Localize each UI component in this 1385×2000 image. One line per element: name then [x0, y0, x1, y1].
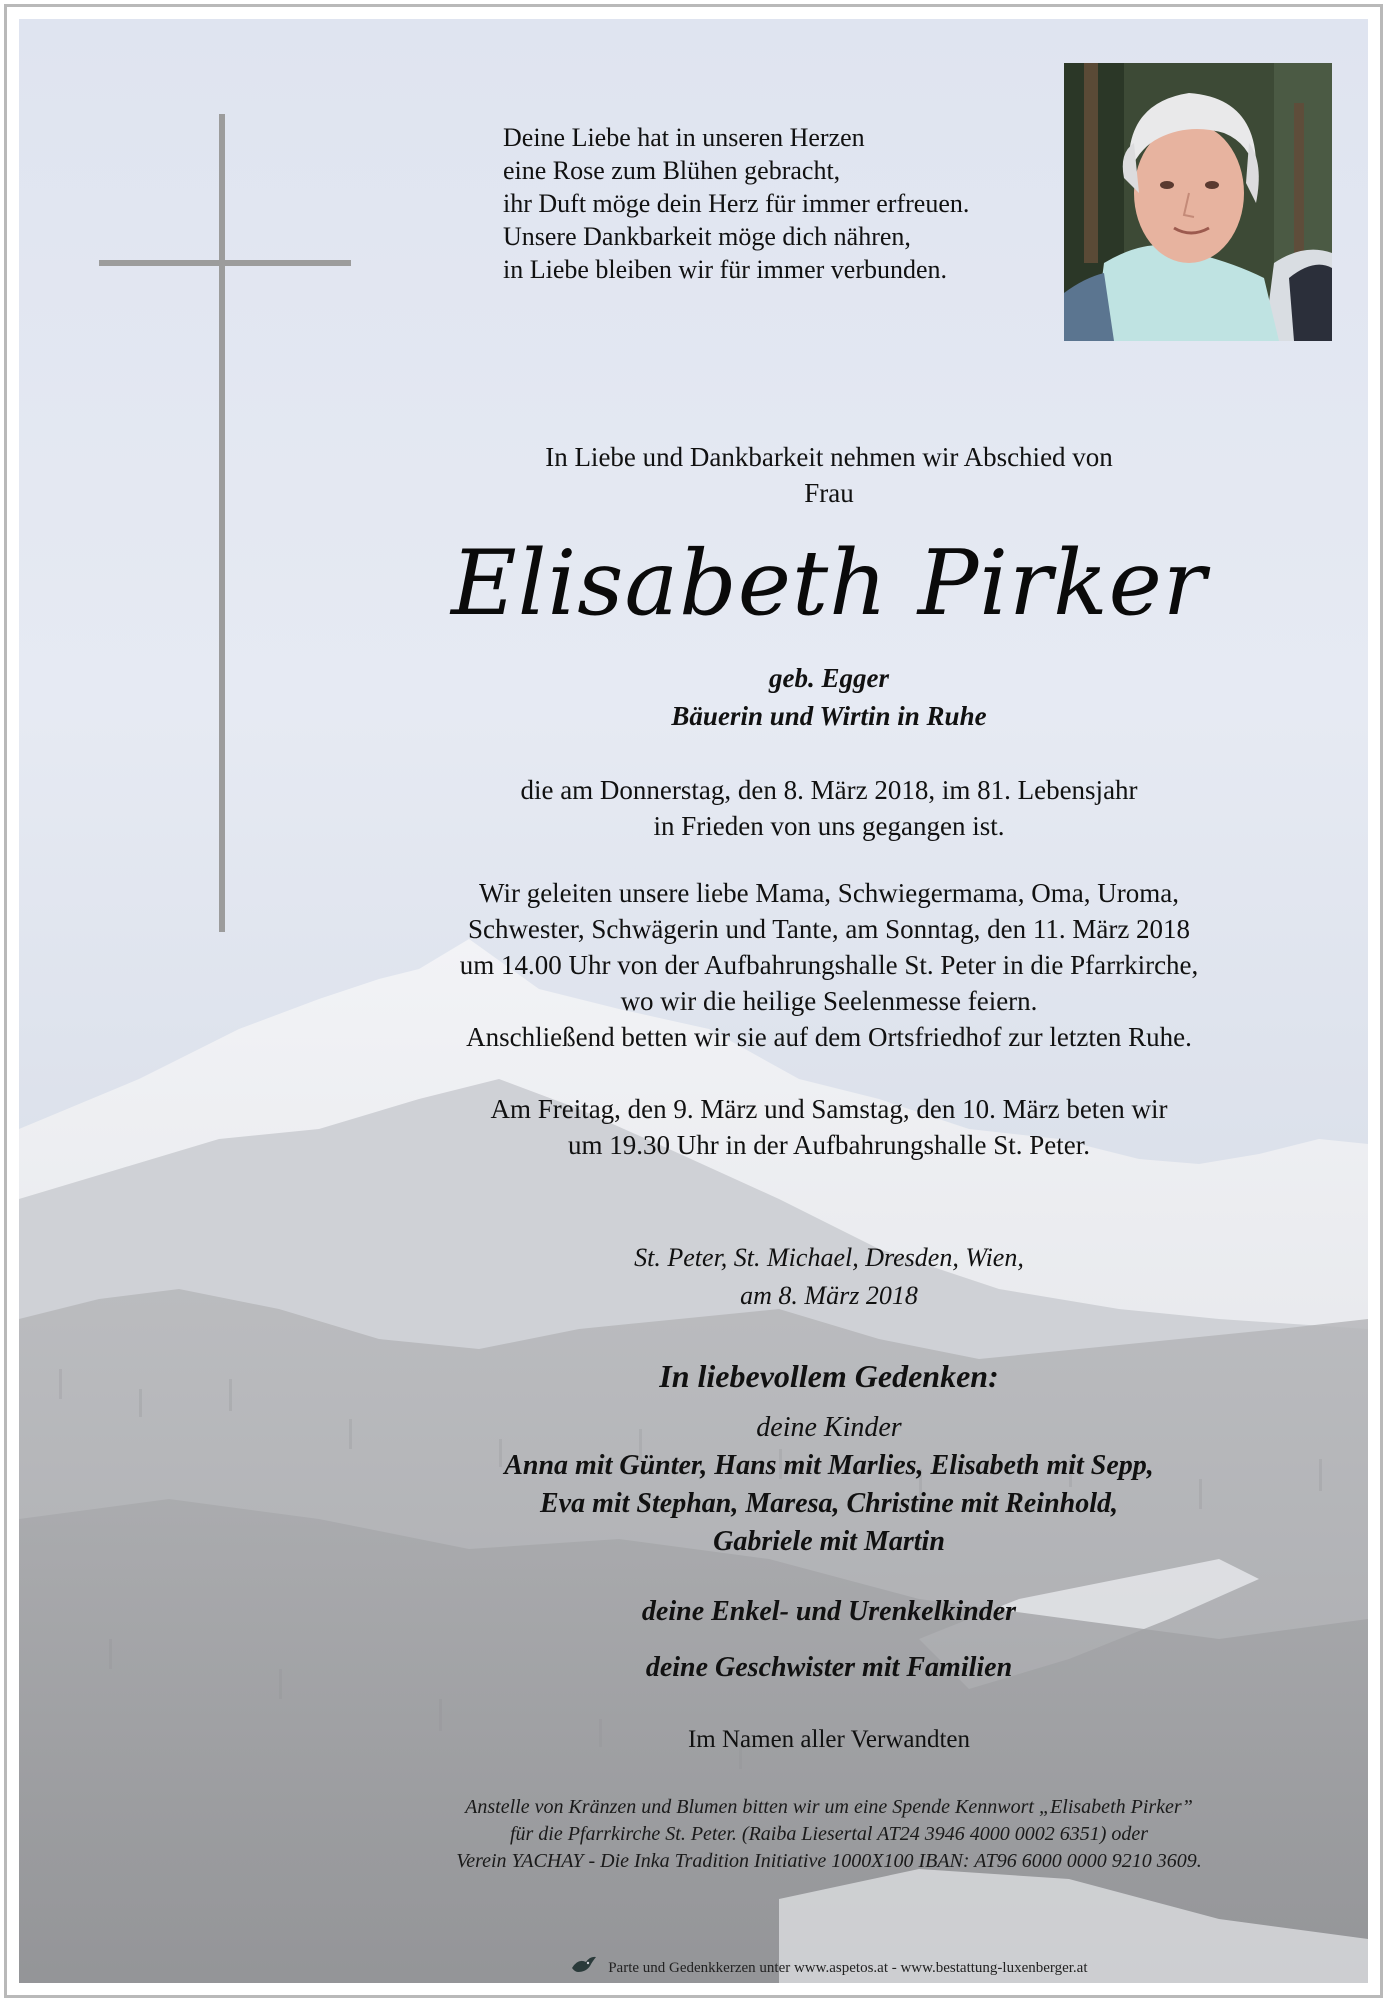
poem-line: eine Rose zum Blühen gebracht, — [503, 156, 841, 185]
funeral-line: Schwester, Schwägerin und Tante, am Sonntag, den 11. März 2018 — [467, 914, 1191, 944]
poem-line: ihr Duft möge dein Herz für immer erfreuen. — [503, 189, 970, 218]
cross-icon-vertical — [219, 114, 225, 932]
funeral-info — [359, 875, 1299, 1055]
mourners-heading: In liebevollem Gedenken: — [659, 1358, 999, 1394]
children-line: Eva mit Stephan, Maresa, Christine mit Reinhold, — [539, 1488, 1118, 1519]
intro-block — [359, 439, 1299, 511]
poem-line: in Liebe bleiben wir für immer verbunden. — [503, 255, 948, 284]
death-notice — [359, 772, 1299, 844]
siblings-block — [359, 1649, 1299, 1687]
memorial-poem — [503, 121, 1063, 286]
relatives-line: Im Namen aller Verwandten — [687, 1726, 971, 1753]
grandchildren-line: deine Enkel- und Urenkelkinder — [641, 1596, 1017, 1627]
death-notice-line: die am Donnerstag, den 8. März 2018, im 81. Lebensjahr — [520, 775, 1138, 805]
children-line: Anna mit Günter, Hans mit Marlies, Elisabeth mit Sepp, — [504, 1450, 1154, 1481]
donation-line: Anstelle von Kränzen und Blumen bitten wir um eine Spende Kennwort „Elisabeth Pirker” — [465, 1796, 1193, 1818]
occupation: Bäuerin und Wirtin in Ruhe — [671, 701, 987, 731]
prayer-line: um 19.30 Uhr in der Aufbahrungshalle St. Peter. — [568, 1130, 1090, 1160]
funeral-line: wo wir die heilige Seelenmesse feiern. — [620, 986, 1038, 1016]
prayer-line: Am Freitag, den 9. März und Samstag, den 10. März beten wir — [490, 1094, 1168, 1124]
deceased-name: Elisabeth Pirker — [451, 531, 1207, 636]
place-date — [359, 1239, 1299, 1315]
children-line: Gabriele mit Martin — [713, 1526, 945, 1557]
obituary-frame — [4, 4, 1383, 1998]
funeral-line: um 14.00 Uhr von der Aufbahrungshalle St. Peter in die Pfarrkirche, — [459, 950, 1199, 980]
mourners-block — [359, 1356, 1299, 1396]
donation-block — [359, 1794, 1299, 1875]
children-block — [359, 1409, 1299, 1561]
death-notice-line: in Frieden von uns gegangen ist. — [653, 811, 1005, 841]
funeral-line: Anschließend betten wir sie auf dem Ortsfriedhof zur letzten Ruhe. — [466, 1022, 1192, 1052]
relatives-block — [359, 1722, 1299, 1758]
donation-line: Verein YACHAY - Die Inka Tradition Initiative 1000X100 IBAN: AT96 6000 0000 9210 3609. — [456, 1850, 1202, 1872]
intro-salutation: Frau — [804, 478, 854, 508]
footer — [359, 1954, 1299, 1982]
cross-icon-horizontal — [99, 260, 351, 266]
donation-line: für die Pfarrkirche St. Peter. (Raiba Liesertal AT24 3946 4000 0002 6351) oder — [509, 1823, 1149, 1845]
intro-line: In Liebe und Dankbarkeit nehmen wir Abschied von — [545, 442, 1113, 472]
funeral-line: Wir geleiten unsere liebe Mama, Schwiegermama, Oma, Uroma, — [479, 878, 1179, 908]
deceased-details — [359, 659, 1299, 735]
siblings-line: deine Geschwister mit Familien — [645, 1652, 1013, 1683]
grandchildren-block — [359, 1593, 1299, 1631]
children-label: deine Kinder — [756, 1412, 902, 1443]
dove-icon — [570, 1954, 598, 1982]
poem-line: Deine Liebe hat in unseren Herzen — [503, 123, 865, 152]
date-line: am 8. März 2018 — [740, 1281, 918, 1310]
place-line: St. Peter, St. Michael, Dresden, Wien, — [634, 1243, 1024, 1272]
obituary-panel — [19, 19, 1368, 1983]
poem-line: Unsere Dankbarkeit möge dich nähren, — [503, 222, 911, 251]
footer-text[interactable]: Parte und Gedenkkerzen unter www.aspetos.at - www.bestattung-luxenberger.at — [608, 1960, 1088, 1976]
maiden-name: geb. Egger — [769, 663, 889, 693]
name-block — [359, 531, 1299, 636]
prayer-info — [359, 1091, 1299, 1163]
portrait-photo — [1064, 63, 1332, 341]
